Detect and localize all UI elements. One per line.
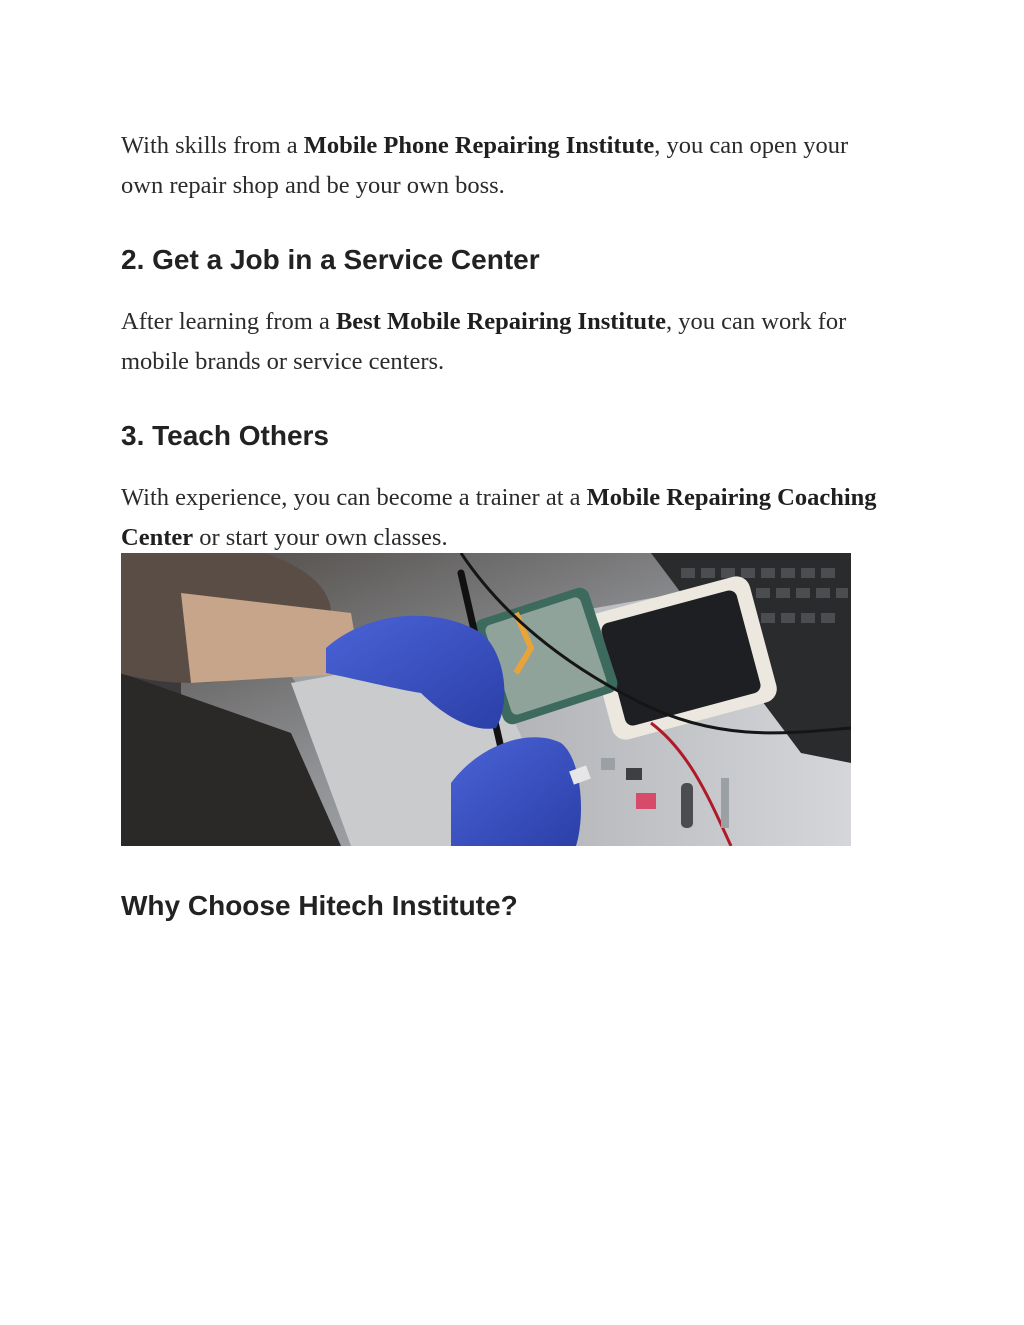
bold-institute-name: Mobile Phone Repairing Institute [303,132,655,159]
paragraph-teach-others [121,478,881,558]
paragraph-text: , you can open your own repair shop and be your own boss. [121,132,849,199]
paragraph-text: With experience, you can become a trainer at a [121,484,587,511]
heading-teach-others: 3. Teach Others [121,420,330,451]
paragraph-service-center [121,302,881,382]
paragraph-text: After learning from a [121,308,336,335]
paragraph-text: , you can work for mobile brands or service centers. [121,308,847,375]
paragraph-own-shop [121,126,881,206]
bold-institute-name: Best Mobile Repairing Institute [335,308,667,335]
paragraph-text: or start your own classes. [193,524,448,551]
paragraph-text: With skills from a [121,132,304,159]
heading-why-choose: Why Choose Hitech Institute? [121,890,518,921]
bold-coaching-center: Mobile Repairing Coaching Center [121,484,877,551]
phone-repair-photo [121,553,851,846]
heading-service-center: 2. Get a Job in a Service Center [121,244,540,275]
